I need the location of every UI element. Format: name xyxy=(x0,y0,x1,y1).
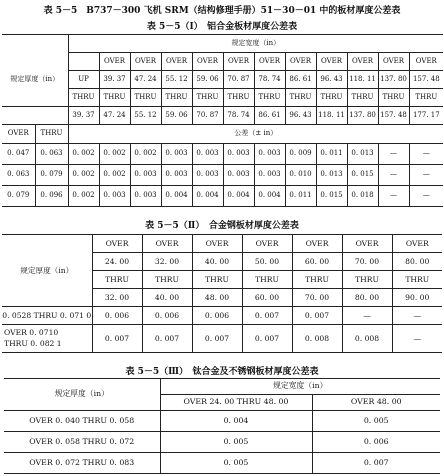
table2-title: 表 5－5（Ⅱ） 合金钢板材厚度公差表 xyxy=(145,221,299,231)
col-over-value: 24. 00 xyxy=(92,253,142,271)
tolerance-cell: 0. 005 xyxy=(160,453,312,474)
width-thru-value: 47. 24 xyxy=(99,107,130,125)
width-over-value: 96. 43 xyxy=(316,71,347,89)
tolerance-cell: 0. 004 xyxy=(192,186,223,207)
tolerance-cell: 0. 006 xyxy=(312,432,440,453)
width-over-label: OVER xyxy=(378,53,409,71)
tolerance-cell: 0. 007 xyxy=(312,453,440,474)
thru-label: THRU xyxy=(68,89,99,107)
col-thru-label: THRU xyxy=(92,271,142,289)
tolerance-cell: — xyxy=(342,307,392,325)
width-over-label: OVER xyxy=(254,53,285,71)
aluminum-tolerance-table xyxy=(2,34,443,207)
tolerance-cell: 0. 003 xyxy=(161,165,192,186)
tolerance-cell: 0. 003 xyxy=(254,165,285,186)
width-thru-value: 78. 74 xyxy=(223,107,254,125)
width-range-header: OVER 24. 00 THRU 48. 00 xyxy=(160,395,312,411)
col-thru-label: THRU xyxy=(342,271,392,289)
col-thru-value: 48. 00 xyxy=(192,289,242,307)
col-over-value: 60. 00 xyxy=(292,253,342,271)
width-thru-value: 137. 80 xyxy=(347,107,378,125)
width-over-label: OVER xyxy=(316,53,347,71)
col-thru-value: 80. 00 xyxy=(342,289,392,307)
tolerance-cell: 0. 013 xyxy=(347,144,378,165)
tolerance-cell: 0. 002 xyxy=(68,144,99,165)
tolerance-cell: 0. 007 xyxy=(292,307,342,325)
col-thru-value: 60. 00 xyxy=(242,289,292,307)
table-row xyxy=(4,453,440,474)
up-label: UP xyxy=(68,71,99,89)
spec-thickness-spacer xyxy=(2,89,68,107)
main-title: 表 5－5 B737－300 飞机 SRM（结构修理手册）51－30－01 中的板材厚度公差表 xyxy=(43,6,401,16)
width-over-value: 157. 48 xyxy=(409,71,443,89)
width-over-label: OVER xyxy=(161,53,192,71)
spec-width-header: 规定宽度（in） xyxy=(160,379,440,395)
thickness-range-line: OVER 0. 0710 xyxy=(4,328,59,338)
width-over-label: OVER xyxy=(285,53,316,71)
col-over-label: OVER xyxy=(292,235,342,253)
thru-label: THRU xyxy=(285,89,316,107)
thru-label: THRU xyxy=(409,89,443,107)
tolerance-cell: — xyxy=(409,165,443,186)
empty-cell xyxy=(2,107,68,125)
tolerance-cell: 0. 003 xyxy=(130,186,161,207)
tolerance-cell: 0. 007 xyxy=(242,307,292,325)
table3-title: 表 5－5（Ⅲ） 钛合金及不锈钢板材厚度公差表 xyxy=(125,367,319,377)
alloy-steel-tolerance-table xyxy=(2,234,442,353)
tolerance-cell: 0. 008 xyxy=(342,325,392,353)
tolerance-cell: — xyxy=(409,186,443,207)
thickness-thru-cell: 0. 063 xyxy=(35,144,68,165)
thickness-range-cell: OVER 0. 040 THRU 0. 058 xyxy=(4,411,160,432)
tolerance-cell: 0. 002 xyxy=(68,165,99,186)
col-over-value: 70. 00 xyxy=(342,253,392,271)
tolerance-cell: 0. 004 xyxy=(223,186,254,207)
table-row xyxy=(2,165,443,186)
tolerance-cell: 0. 008 xyxy=(292,325,342,353)
width-over-value: 118. 11 xyxy=(347,71,378,89)
spec-width-header: 规定宽度（in） xyxy=(68,35,443,53)
thru-label: THRU xyxy=(347,89,378,107)
thru-label: THRU xyxy=(378,89,409,107)
table-row xyxy=(2,325,442,353)
table-row xyxy=(2,307,442,325)
thru-label: THRU xyxy=(316,89,347,107)
thru-label: THRU xyxy=(161,89,192,107)
table1-title: 表 5－5（Ⅰ） 铝合金板材厚度公差表 xyxy=(146,22,298,32)
tolerance-cell: 0. 013 xyxy=(316,165,347,186)
tolerance-cell: 0. 002 xyxy=(130,144,161,165)
spec-thickness-header: 规定厚度（in） xyxy=(2,235,92,307)
col-over-label: OVER xyxy=(192,235,242,253)
tolerance-cell: 0. 002 xyxy=(99,165,130,186)
thickness-thru-header: THRU xyxy=(35,125,68,144)
width-over-label: OVER xyxy=(409,53,443,71)
tolerance-header: 公差（± in） xyxy=(68,125,443,144)
table-row xyxy=(4,411,440,432)
col-over-label: OVER xyxy=(92,235,142,253)
width-over-label: OVER xyxy=(192,53,223,71)
tolerance-cell: 0. 006 xyxy=(192,307,242,325)
width-thru-value: 39. 37 xyxy=(68,107,99,125)
col-thru-label: THRU xyxy=(142,271,192,289)
tolerance-cell: 0. 006 xyxy=(92,307,142,325)
col-thru-value: 70. 00 xyxy=(292,289,342,307)
width-over-value: 59. 06 xyxy=(192,71,223,89)
col-thru-value: 40. 00 xyxy=(142,289,192,307)
col-over-label: OVER xyxy=(142,235,192,253)
col-over-value: 50. 00 xyxy=(242,253,292,271)
thickness-over-cell: 0. 047 xyxy=(2,144,35,165)
tolerance-cell: — xyxy=(392,307,442,325)
col-thru-value: 90. 00 xyxy=(392,289,442,307)
tolerance-cell: 0. 003 xyxy=(223,165,254,186)
tolerance-cell: — xyxy=(409,144,443,165)
width-over-value: 86. 61 xyxy=(285,71,316,89)
thickness-over-cell: 0. 063 xyxy=(2,165,35,186)
thickness-range-cell: 0. 0528 THRU 0. 071 0 xyxy=(2,307,92,325)
tolerance-cell: 0. 009 xyxy=(285,144,316,165)
titanium-stainless-tolerance-table xyxy=(4,378,440,474)
width-over-label: OVER xyxy=(347,53,378,71)
tolerance-cell: — xyxy=(378,186,409,207)
width-over-value: 55. 12 xyxy=(161,71,192,89)
thru-label: THRU xyxy=(254,89,285,107)
tolerance-cell: 0. 003 xyxy=(161,144,192,165)
col-over-value: 40. 00 xyxy=(192,253,242,271)
width-thru-value: 96. 43 xyxy=(285,107,316,125)
thru-label: THRU xyxy=(130,89,161,107)
width-over-value: 137. 80 xyxy=(378,71,409,89)
tolerance-cell: 0. 011 xyxy=(285,186,316,207)
width-thru-value: 86. 61 xyxy=(254,107,285,125)
tolerance-cell: 0. 004 xyxy=(161,186,192,207)
tolerance-cell: 0. 004 xyxy=(254,186,285,207)
width-thru-value: 118. 11 xyxy=(316,107,347,125)
width-thru-value: 177. 17 xyxy=(409,107,443,125)
tolerance-cell: 0. 003 xyxy=(99,186,130,207)
thru-label: THRU xyxy=(223,89,254,107)
tolerance-cell: 0. 005 xyxy=(160,432,312,453)
table-row xyxy=(2,186,443,207)
width-over-value: 47. 24 xyxy=(130,71,161,89)
thickness-thru-cell: 0. 096 xyxy=(35,186,68,207)
width-over-value: 78. 74 xyxy=(254,71,285,89)
tolerance-cell: — xyxy=(378,144,409,165)
col-over-label: OVER xyxy=(392,235,442,253)
tolerance-cell: 0. 002 xyxy=(99,144,130,165)
header-empty xyxy=(68,53,99,71)
col-thru-label: THRU xyxy=(242,271,292,289)
thickness-over-header: OVER xyxy=(2,125,35,144)
tolerance-cell: 0. 007 xyxy=(242,325,292,353)
col-thru-value: 32. 00 xyxy=(92,289,142,307)
width-over-value: 39. 37 xyxy=(99,71,130,89)
tolerance-cell: 0. 007 xyxy=(142,325,192,353)
tolerance-cell: 0. 011 xyxy=(316,144,347,165)
tolerance-cell: 0. 003 xyxy=(254,144,285,165)
tolerance-cell: 0. 006 xyxy=(142,307,192,325)
tolerance-cell: 0. 010 xyxy=(285,165,316,186)
tolerance-cell: 0. 007 xyxy=(192,325,242,353)
width-thru-value: 70. 87 xyxy=(192,107,223,125)
width-thru-value: 55. 12 xyxy=(130,107,161,125)
width-range-header: OVER 48. 00 xyxy=(312,395,440,411)
thru-label: THRU xyxy=(192,89,223,107)
thickness-thru-cell: 0. 079 xyxy=(35,165,68,186)
col-over-label: OVER xyxy=(342,235,392,253)
table-row xyxy=(4,432,440,453)
tolerance-cell: 0. 003 xyxy=(130,165,161,186)
col-over-value: 80. 00 xyxy=(392,253,442,271)
thru-label: THRU xyxy=(99,89,130,107)
spec-thickness-header: 规定厚度（in） xyxy=(4,379,160,411)
tolerance-cell: 0. 005 xyxy=(312,411,440,432)
thickness-over-cell: 0. 079 xyxy=(2,186,35,207)
tolerance-cell: — xyxy=(392,325,442,353)
width-thru-value: 59. 06 xyxy=(161,107,192,125)
thickness-range-cell: OVER 0. 072 THRU 0. 083 xyxy=(4,453,160,474)
col-thru-label: THRU xyxy=(192,271,242,289)
spec-thickness-header xyxy=(2,35,68,71)
spec-thickness-label: 规定厚度（in） xyxy=(2,71,68,89)
tolerance-cell: 0. 015 xyxy=(347,165,378,186)
tolerance-cell: 0. 007 xyxy=(92,325,142,353)
col-over-label: OVER xyxy=(242,235,292,253)
tolerance-cell: 0. 002 xyxy=(68,186,99,207)
width-over-label: OVER xyxy=(130,53,161,71)
thickness-range-cell xyxy=(2,325,92,353)
width-over-label: OVER xyxy=(223,53,254,71)
col-over-value: 32. 00 xyxy=(142,253,192,271)
tolerance-cell: 0. 015 xyxy=(316,186,347,207)
thickness-range-line: THRU 0. 082 1 xyxy=(4,339,62,348)
width-thru-value: 157. 48 xyxy=(378,107,409,125)
table-row xyxy=(2,144,443,165)
tolerance-cell: 0. 018 xyxy=(347,186,378,207)
tolerance-cell: 0. 003 xyxy=(192,144,223,165)
col-thru-label: THRU xyxy=(392,271,442,289)
tolerance-cell: 0. 004 xyxy=(160,411,312,432)
width-over-value: 70. 87 xyxy=(223,71,254,89)
col-thru-label: THRU xyxy=(292,271,342,289)
tolerance-cell: 0. 003 xyxy=(223,144,254,165)
width-over-label: OVER xyxy=(99,53,130,71)
thickness-range-cell: OVER 0. 058 THRU 0. 072 xyxy=(4,432,160,453)
tolerance-cell: 0. 003 xyxy=(192,165,223,186)
tolerance-cell: — xyxy=(378,165,409,186)
